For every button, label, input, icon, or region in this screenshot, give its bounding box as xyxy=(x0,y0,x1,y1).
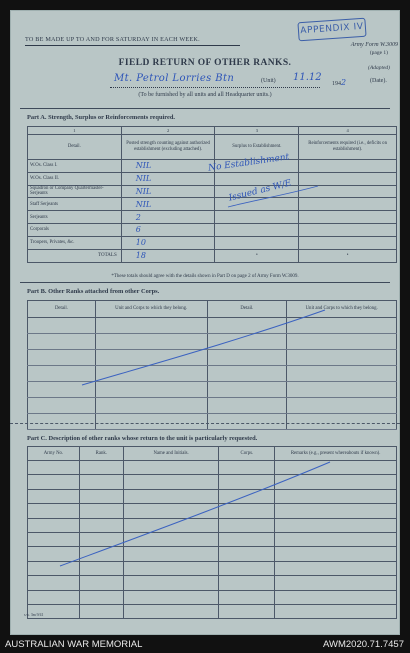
row-strength: NIL xyxy=(121,172,215,185)
col-header-surplus: Surplus to Establishment. xyxy=(215,135,299,160)
row-strength: 10 xyxy=(121,236,215,249)
col-number: 4 xyxy=(299,127,397,135)
col-number: 2 xyxy=(121,127,215,135)
archive-name: AUSTRALIAN WAR MEMORIAL xyxy=(5,639,143,650)
furnish-note: (To be furnished by all units and all Headquarter units.) xyxy=(138,92,272,98)
col-header-name: Name and Initials. xyxy=(123,447,219,461)
form-reference: Army Form W.3009 xyxy=(350,42,398,48)
strike-line-part-b xyxy=(82,310,325,385)
col-header-detail: Detail. xyxy=(28,301,96,318)
archive-id: AWM2020.71.7457 xyxy=(323,639,404,650)
col-number: 3 xyxy=(215,127,299,135)
col-header-army-no: Army No. xyxy=(28,447,80,461)
page-number: (page 1) xyxy=(369,50,388,56)
col-header-rank: Rank. xyxy=(79,447,123,461)
form-title: FIELD RETURN OF OTHER RANKS. xyxy=(118,58,292,68)
row-label: Squadron or Company Quartermaster-Serjeants xyxy=(28,185,122,198)
date-label: (Date). xyxy=(370,78,387,84)
total-value: 18 xyxy=(121,249,215,262)
row-strength: 6 xyxy=(121,223,215,236)
col-header-detail: Detail. xyxy=(207,301,287,318)
row-label: Staff Serjeants xyxy=(28,198,122,211)
handwritten-unit-name: Mt. Petrol Lorries Btn xyxy=(114,73,235,84)
form-sheet xyxy=(10,10,400,635)
part-c-heading: Part C. Description of other ranks whose return to the unit is particularly requested. xyxy=(27,435,258,442)
col-header-remarks: Remarks (e.g., present whereabouts if known). xyxy=(275,447,397,461)
handwritten-day: 11.12 xyxy=(293,72,322,83)
row-label: W.Os. Class I. xyxy=(28,160,122,173)
archive-footer xyxy=(0,637,410,653)
row-label: Corporals xyxy=(28,223,122,236)
appendix-stamp: APPENDIX IV xyxy=(297,18,366,42)
total-reinforcements: • xyxy=(299,249,397,262)
top-note: TO BE MADE UP TO AND FOR SATURDAY IN EACH WEEK. xyxy=(25,36,200,43)
col-header-posted-strength: Posted strength counting against authorized establishment (excluding attached). xyxy=(121,135,215,160)
total-surplus: • xyxy=(215,249,299,262)
row-label: Troopers, Privates, &c. xyxy=(28,236,122,249)
part-a-heading: Part A. Strength, Surplus or Reinforcements required. xyxy=(27,114,175,121)
handwritten-note-issued: Issued as W/E xyxy=(227,178,293,204)
printer-mark: s.w. 3m 9/41 xyxy=(24,613,44,617)
underline-issued xyxy=(228,186,318,207)
handwritten-note-establishment: No Establishment xyxy=(207,152,290,174)
strike-line-part-c xyxy=(60,462,330,566)
row-label: Serjeants xyxy=(28,211,122,224)
col-number: 1 xyxy=(28,127,122,135)
adapted-note: (Adapted) xyxy=(368,65,390,71)
row-strength: NIL xyxy=(121,185,215,198)
part-b-heading: Part B. Other Ranks attached from other Corps. xyxy=(27,288,160,295)
handwritten-strike-lines xyxy=(10,10,400,635)
row-strength: NIL xyxy=(121,198,215,211)
handwritten-year-digit: 2 xyxy=(341,78,347,87)
part-a-footnote: *These totals should agree with the details shown in Part D on page 2 of Army Form W.3009. xyxy=(111,274,299,279)
totals-label: TOTALS xyxy=(28,249,122,262)
col-header-unit-corps: Unit and Corps to which they belong. xyxy=(287,301,397,318)
row-label: W.Os. Class II. xyxy=(28,172,122,185)
unit-label: (Unit) xyxy=(261,78,276,84)
col-header-detail: Detail. xyxy=(28,135,122,160)
col-header-corps: Corps. xyxy=(219,447,275,461)
row-strength: 2 xyxy=(121,211,215,224)
row-strength: NIL xyxy=(121,160,215,173)
col-header-reinforcements: Reinforcements required (i.e., deficits on establishment). xyxy=(299,135,397,160)
year-prefix: 1942 xyxy=(332,78,347,87)
col-header-unit-corps: Unit and Corps to which they belong. xyxy=(95,301,207,318)
